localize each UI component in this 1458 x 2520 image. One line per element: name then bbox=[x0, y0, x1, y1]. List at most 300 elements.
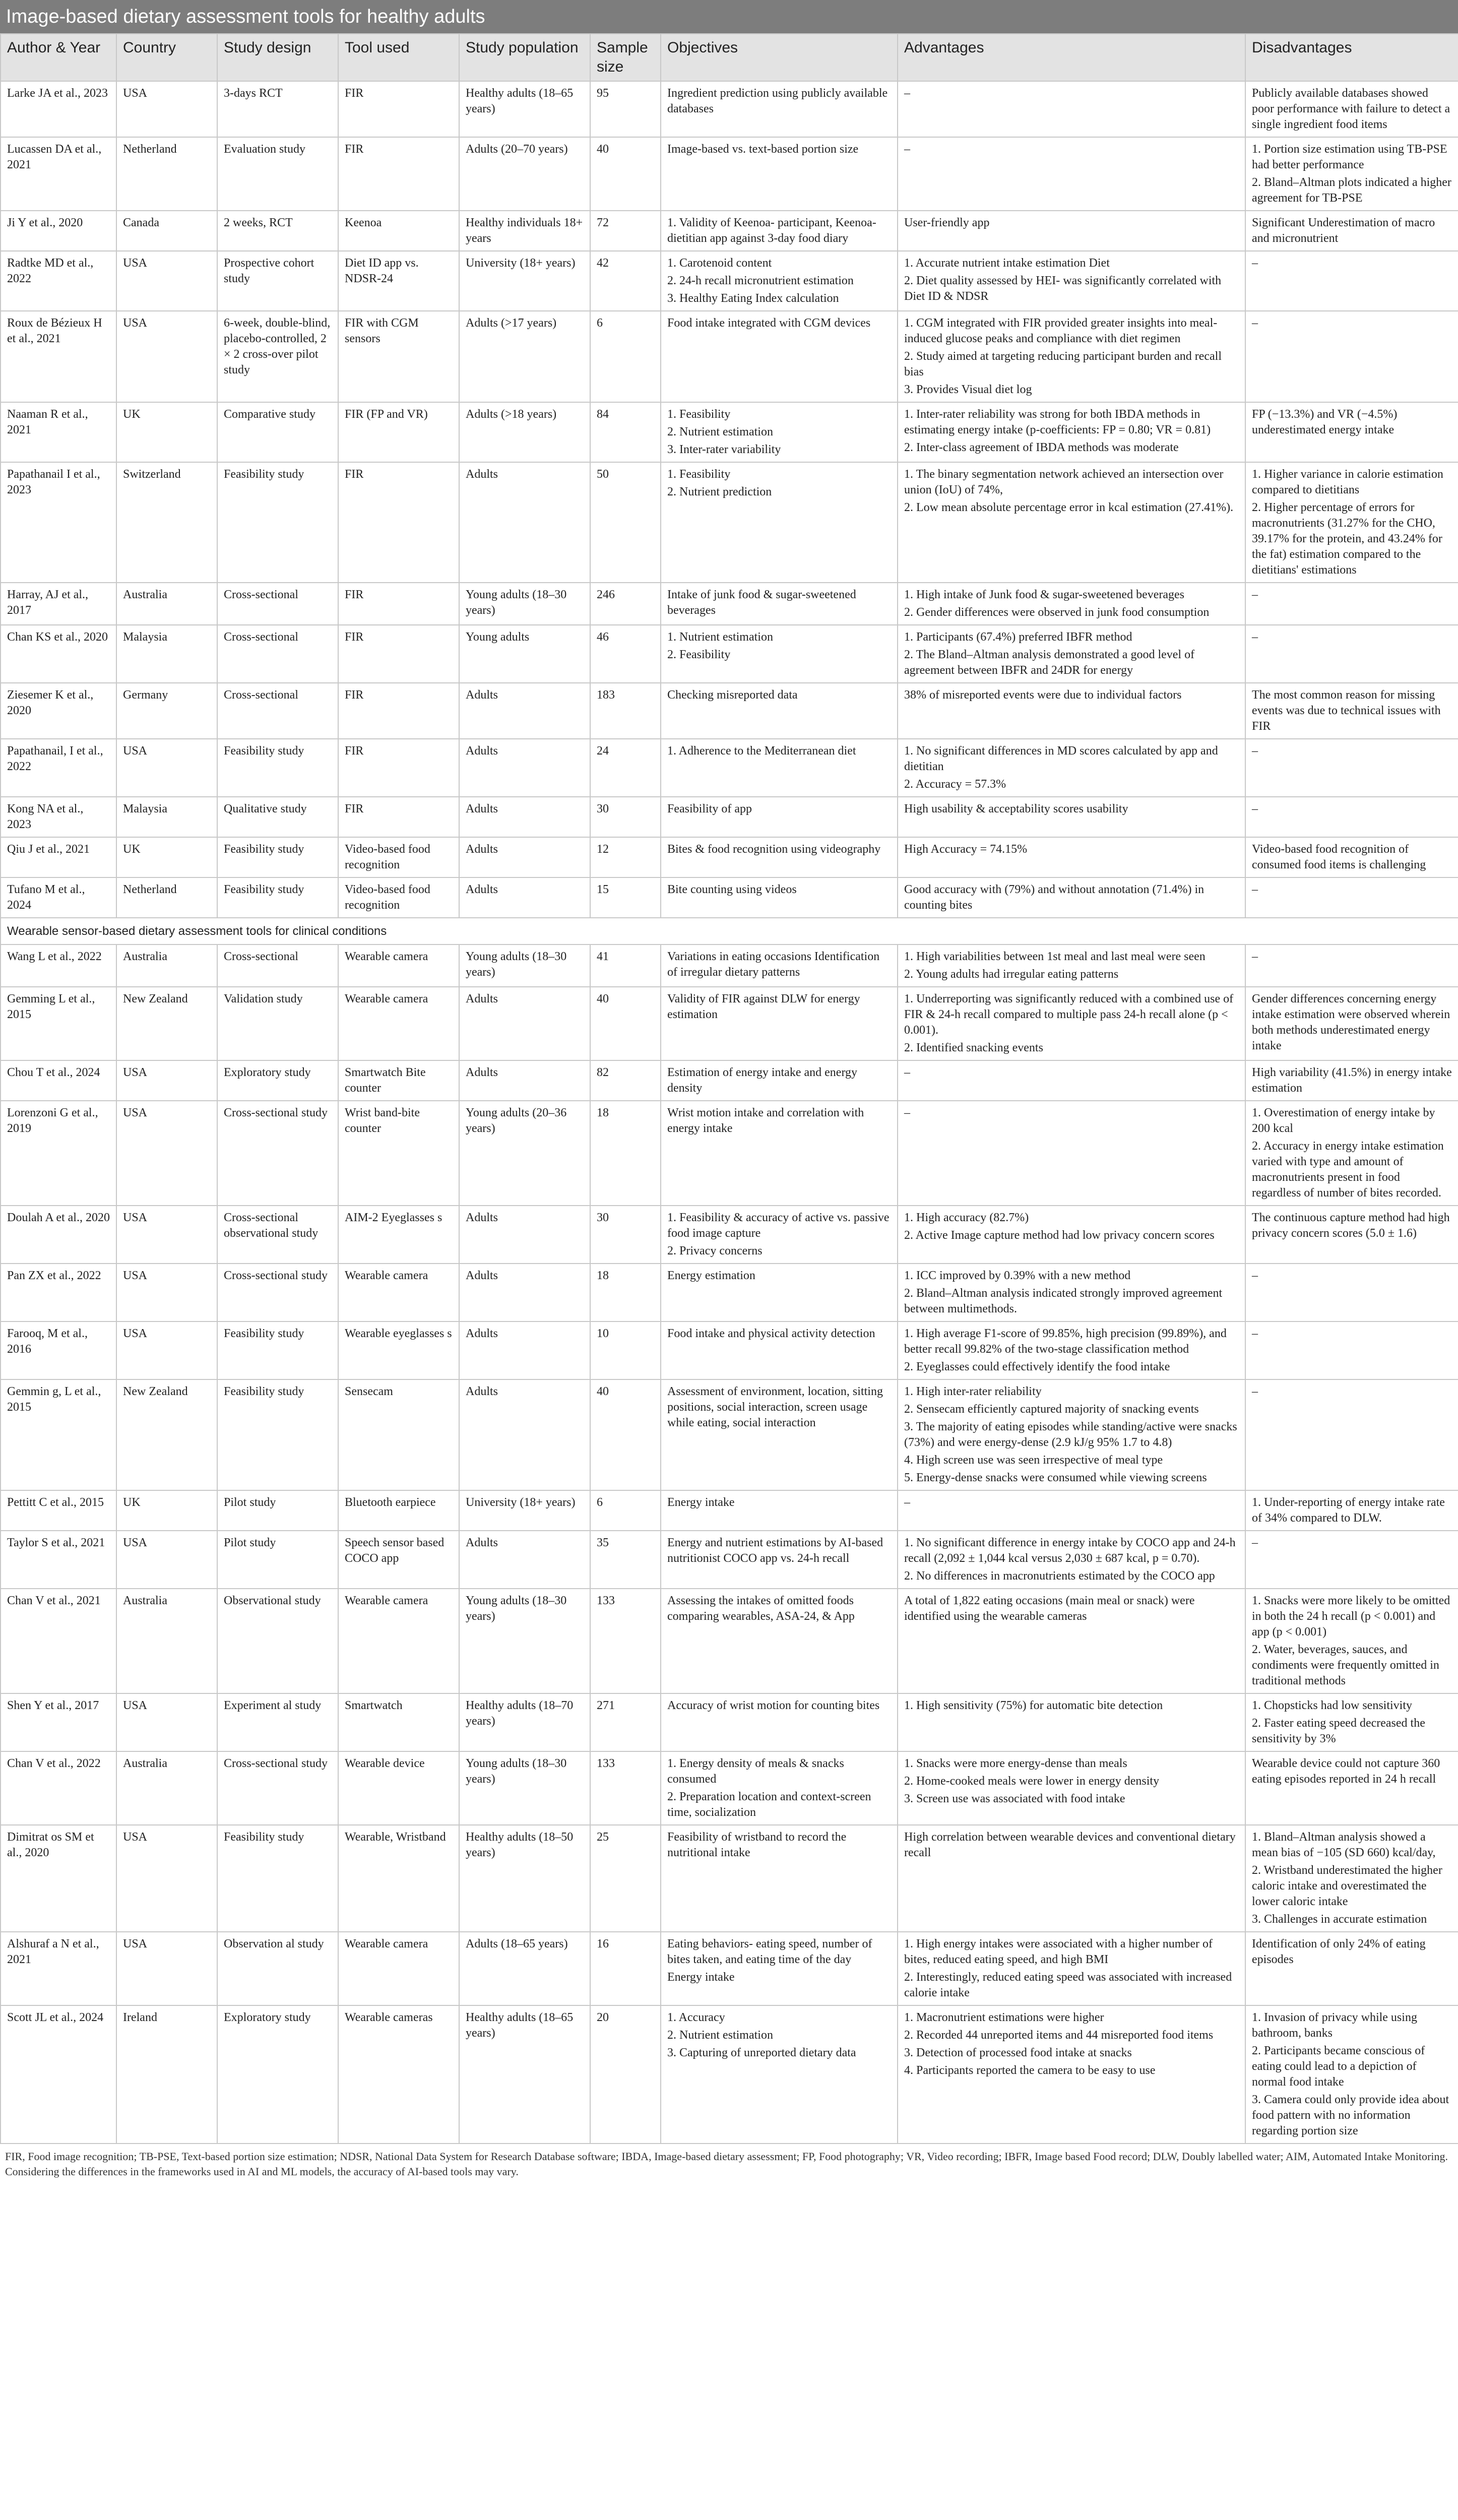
cell-size: 40 bbox=[590, 987, 661, 1060]
cell-tool: FIR bbox=[338, 797, 459, 837]
cell-tool: Smartwatch bbox=[338, 1693, 459, 1751]
cell-advantages bbox=[898, 1060, 1245, 1101]
disadvantages-item: 2. Accuracy in energy intake estimation varied with type and amount of macronutrients present in food regardless of number of bites recorded. bbox=[1252, 1140, 1444, 1200]
advantages-item: – bbox=[904, 1106, 910, 1119]
cell-population: Adults bbox=[459, 877, 590, 918]
cell-author: Radtke MD et al., 2022 bbox=[1, 251, 116, 311]
table-row bbox=[1, 583, 1458, 625]
cell-objectives bbox=[661, 1321, 898, 1379]
cell-advantages bbox=[898, 583, 1245, 625]
table-row bbox=[1, 402, 1458, 462]
cell-disadvantages bbox=[1245, 1932, 1458, 2005]
disadvantages-item: – bbox=[1252, 317, 1258, 330]
cell-size: 42 bbox=[590, 251, 661, 311]
cell-tool: Wearable, Wristband bbox=[338, 1825, 459, 1932]
cell-population: Young adults (18–30 years) bbox=[459, 583, 590, 625]
cell-size: 46 bbox=[590, 625, 661, 683]
cell-disadvantages bbox=[1245, 683, 1458, 739]
disadvantages-item: Publicly available databases showed poor performance with failure to detect a single ingredient food items bbox=[1252, 87, 1450, 131]
cell-tool: Wearable camera bbox=[338, 944, 459, 987]
advantages-item: 2. Young adults had irregular eating patterns bbox=[904, 968, 1119, 981]
cell-disadvantages bbox=[1245, 2005, 1458, 2144]
cell-objectives bbox=[661, 137, 898, 211]
cell-size: 12 bbox=[590, 837, 661, 877]
cell-advantages bbox=[898, 1825, 1245, 1932]
cell-country: USA bbox=[116, 311, 217, 402]
advantages-item: High usability & acceptability scores usability bbox=[904, 802, 1128, 815]
cell-objectives bbox=[661, 797, 898, 837]
advantages-item: 4. Participants reported the camera to be easy to use bbox=[904, 2064, 1156, 2077]
table-row bbox=[1, 2005, 1458, 2144]
cell-design: 3-days RCT bbox=[217, 81, 338, 137]
cell-size: 35 bbox=[590, 1531, 661, 1589]
col-size: Sample size bbox=[590, 34, 661, 81]
cell-population: Adults (>18 years) bbox=[459, 402, 590, 462]
cell-country: USA bbox=[116, 1693, 217, 1751]
cell-author: Gemming L et al., 2015 bbox=[1, 987, 116, 1060]
advantages-item: User-friendly app bbox=[904, 216, 990, 229]
cell-author: Lucassen DA et al., 2021 bbox=[1, 137, 116, 211]
cell-design: Experiment al study bbox=[217, 1693, 338, 1751]
objectives-item: 3. Healthy Eating Index calculation bbox=[667, 292, 839, 305]
cell-country: Australia bbox=[116, 583, 217, 625]
cell-size: 24 bbox=[590, 739, 661, 797]
cell-author: Wang L et al., 2022 bbox=[1, 944, 116, 987]
accuracy-note: Considering the differences in the frameworks used in AI and ML models, the accuracy of AI-based tools may vary. bbox=[5, 2165, 519, 2178]
cell-design: 2 weeks, RCT bbox=[217, 211, 338, 251]
cell-disadvantages bbox=[1245, 1264, 1458, 1321]
disadvantages-item: 1. Under-reporting of energy intake rate of 34% compared to DLW. bbox=[1252, 1496, 1445, 1525]
cell-advantages bbox=[898, 81, 1245, 137]
cell-objectives bbox=[661, 625, 898, 683]
cell-author: Larke JA et al., 2023 bbox=[1, 81, 116, 137]
cell-author: Farooq, M et al., 2016 bbox=[1, 1321, 116, 1379]
cell-design: Feasibility study bbox=[217, 739, 338, 797]
cell-tool: FIR bbox=[338, 462, 459, 583]
advantages-item: 2. Bland–Altman analysis indicated strongly improved agreement between multimethods. bbox=[904, 1287, 1223, 1315]
cell-size: 15 bbox=[590, 877, 661, 918]
table-title: Image-based dietary assessment tools for healthy adults bbox=[0, 0, 1458, 33]
cell-author: Qiu J et al., 2021 bbox=[1, 837, 116, 877]
cell-advantages bbox=[898, 251, 1245, 311]
disadvantages-item: 2. Participants became conscious of eating could lead to a depiction of normal food intake bbox=[1252, 2044, 1425, 2089]
table-row bbox=[1, 462, 1458, 583]
cell-size: 95 bbox=[590, 81, 661, 137]
advantages-item: 2. Interestingly, reduced eating speed was associated with increased calorie intake bbox=[904, 1971, 1232, 1999]
table-row bbox=[1, 1751, 1458, 1825]
advantages-item: 2. Diet quality assessed by HEI- was significantly correlated with Diet ID & NDSR bbox=[904, 274, 1222, 303]
cell-objectives bbox=[661, 1589, 898, 1693]
cell-advantages bbox=[898, 837, 1245, 877]
cell-objectives bbox=[661, 1490, 898, 1531]
cell-size: 30 bbox=[590, 797, 661, 837]
disadvantages-item: The most common reason for missing events was due to technical issues with FIR bbox=[1252, 688, 1441, 733]
disadvantages-item: FP (−13.3%) and VR (−4.5%) underestimated energy intake bbox=[1252, 408, 1398, 436]
table-row bbox=[1, 797, 1458, 837]
objectives-item: Accuracy of wrist motion for counting bites bbox=[667, 1699, 880, 1712]
objectives-item: Energy and nutrient estimations by AI-based nutritionist COCO app vs. 24-h recall bbox=[667, 1536, 883, 1565]
studies-table bbox=[0, 33, 1458, 2144]
cell-population: University (18+ years) bbox=[459, 251, 590, 311]
cell-tool: Wearable camera bbox=[338, 1932, 459, 2005]
cell-disadvantages bbox=[1245, 1693, 1458, 1751]
advantages-item: 1. ICC improved by 0.39% with a new method bbox=[904, 1269, 1131, 1282]
cell-design: 6-week, double-blind, placebo-controlled, 2 × 2 cross-over pilot study bbox=[217, 311, 338, 402]
objectives-item: 1. Feasibility bbox=[667, 408, 731, 421]
col-country: Country bbox=[116, 34, 217, 81]
cell-country: USA bbox=[116, 1101, 217, 1206]
objectives-item: 2. Nutrient estimation bbox=[667, 425, 773, 438]
cell-design: Cross-sectional bbox=[217, 683, 338, 739]
cell-advantages bbox=[898, 1206, 1245, 1264]
cell-design: Cross-sectional bbox=[217, 944, 338, 987]
table-row bbox=[1, 837, 1458, 877]
disadvantages-item: Video-based food recognition of consumed food items is challenging bbox=[1252, 843, 1426, 871]
cell-author: Roux de Bézieux H et al., 2021 bbox=[1, 311, 116, 402]
cell-country: New Zealand bbox=[116, 1379, 217, 1490]
cell-country: Netherland bbox=[116, 137, 217, 211]
advantages-item: 2. Eyeglasses could effectively identify the food intake bbox=[904, 1360, 1170, 1373]
cell-population: Adults (18–65 years) bbox=[459, 1932, 590, 2005]
cell-disadvantages bbox=[1245, 1825, 1458, 1932]
advantages-item: 3. Detection of processed food intake at snacks bbox=[904, 2046, 1132, 2059]
cell-population: Adults bbox=[459, 1531, 590, 1589]
objectives-item: Energy estimation bbox=[667, 1269, 755, 1282]
cell-author: Taylor S et al., 2021 bbox=[1, 1531, 116, 1589]
cell-disadvantages bbox=[1245, 877, 1458, 918]
objectives-item: Food intake integrated with CGM devices bbox=[667, 317, 871, 330]
objectives-item: 2. Nutrient prediction bbox=[667, 485, 772, 498]
cell-tool: Keenoa bbox=[338, 211, 459, 251]
objectives-item: Food intake and physical activity detection bbox=[667, 1327, 875, 1340]
cell-country: Switzerland bbox=[116, 462, 217, 583]
objectives-item: Estimation of energy intake and energy density bbox=[667, 1066, 858, 1095]
cell-author: Tufano M et al., 2024 bbox=[1, 877, 116, 918]
section-heading: Wearable sensor-based dietary assessment tools for clinical conditions bbox=[1, 918, 1458, 944]
cell-country: USA bbox=[116, 1531, 217, 1589]
cell-size: 246 bbox=[590, 583, 661, 625]
cell-advantages bbox=[898, 1589, 1245, 1693]
cell-population: Healthy adults (18–65 years) bbox=[459, 81, 590, 137]
cell-disadvantages bbox=[1245, 797, 1458, 837]
cell-size: 30 bbox=[590, 1206, 661, 1264]
disadvantages-item: – bbox=[1252, 883, 1258, 896]
objectives-item: Checking misreported data bbox=[667, 688, 798, 702]
advantages-item: A total of 1,822 eating occasions (main meal or snack) were identified using the wearable cameras bbox=[904, 1594, 1195, 1623]
cell-tool: Speech sensor based COCO app bbox=[338, 1531, 459, 1589]
cell-tool: Wearable camera bbox=[338, 987, 459, 1060]
cell-advantages bbox=[898, 462, 1245, 583]
cell-size: 50 bbox=[590, 462, 661, 583]
cell-country: USA bbox=[116, 1264, 217, 1321]
cell-objectives bbox=[661, 1379, 898, 1490]
cell-objectives bbox=[661, 739, 898, 797]
objectives-item: Bite counting using videos bbox=[667, 883, 797, 896]
advantages-item: 1. High average F1-score of 99.85%, high precision (99.89%), and better recall 99.82% of the two-stage classification method bbox=[904, 1327, 1227, 1356]
cell-population: Young adults (20–36 years) bbox=[459, 1101, 590, 1206]
advantages-item: 1. Snacks were more energy-dense than meals bbox=[904, 1757, 1127, 1770]
cell-population: Adults (20–70 years) bbox=[459, 137, 590, 211]
cell-tool: Wearable camera bbox=[338, 1589, 459, 1693]
cell-country: USA bbox=[116, 81, 217, 137]
cell-population: Healthy adults (18–70 years) bbox=[459, 1693, 590, 1751]
objectives-item: Assessment of environment, location, sitting positions, social interaction, screen usage while eating, social interaction bbox=[667, 1385, 883, 1429]
cell-country: New Zealand bbox=[116, 987, 217, 1060]
section-heading-row bbox=[1, 918, 1458, 944]
cell-author: Chan V et al., 2021 bbox=[1, 1589, 116, 1693]
cell-disadvantages bbox=[1245, 311, 1458, 402]
abbreviations-note: FIR, Food image recognition; TB-PSE, Text-based portion size estimation; NDSR, National Data System for Research Database software; IBDA, Image-based dietary assessment; FP, Food photography; VR, Video recording; IBFR, Image based Food record; DLW, Doubly labelled water; AIM, Automated Intake Monitoring. bbox=[5, 2150, 1448, 2163]
cell-author: Pettitt C et al., 2015 bbox=[1, 1490, 116, 1531]
cell-objectives bbox=[661, 683, 898, 739]
table-row bbox=[1, 739, 1458, 797]
cell-advantages bbox=[898, 2005, 1245, 2144]
advantages-item: 2. Sensecam efficiently captured majority of snacking events bbox=[904, 1403, 1199, 1416]
advantages-item: 1. High sensitivity (75%) for automatic bite detection bbox=[904, 1699, 1163, 1712]
cell-author: Doulah A et al., 2020 bbox=[1, 1206, 116, 1264]
cell-design: Exploratory study bbox=[217, 2005, 338, 2144]
cell-tool: Wearable camera bbox=[338, 1264, 459, 1321]
cell-size: 72 bbox=[590, 211, 661, 251]
cell-size: 271 bbox=[590, 1693, 661, 1751]
cell-objectives bbox=[661, 1531, 898, 1589]
cell-author: Pan ZX et al., 2022 bbox=[1, 1264, 116, 1321]
cell-objectives bbox=[661, 311, 898, 402]
advantages-item: 3. Provides Visual diet log bbox=[904, 383, 1032, 396]
cell-design: Observation al study bbox=[217, 1932, 338, 2005]
cell-tool: FIR bbox=[338, 583, 459, 625]
objectives-item: 1. Feasibility & accuracy of active vs. passive food image capture bbox=[667, 1211, 890, 1240]
cell-country: Ireland bbox=[116, 2005, 217, 2144]
disadvantages-item: 3. Camera could only provide idea about food pattern with no information regarding portion size bbox=[1252, 2093, 1449, 2137]
objectives-item: Intake of junk food & sugar-sweetened beverages bbox=[667, 588, 856, 617]
col-disadvantages: Disadvantages bbox=[1245, 34, 1458, 81]
cell-design: Exploratory study bbox=[217, 1060, 338, 1101]
advantages-item: 2. Gender differences were observed in junk food consumption bbox=[904, 606, 1210, 619]
disadvantages-item: 2. Wristband underestimated the higher caloric intake and overestimated the lower caloric intake bbox=[1252, 1864, 1442, 1908]
advantages-item: 1. Inter-rater reliability was strong for both IBDA methods in estimating energy intake (p-coefficients: FP = 0.80; VR = 0.81) bbox=[904, 408, 1211, 436]
advantages-item: 1. High inter-rater reliability bbox=[904, 1385, 1042, 1398]
cell-size: 133 bbox=[590, 1589, 661, 1693]
cell-population: Adults bbox=[459, 837, 590, 877]
cell-tool: AIM-2 Eyeglasses s bbox=[338, 1206, 459, 1264]
table-row bbox=[1, 1060, 1458, 1101]
cell-size: 6 bbox=[590, 311, 661, 402]
cell-advantages bbox=[898, 944, 1245, 987]
disadvantages-item: 1. Invasion of privacy while using bathroom, banks bbox=[1252, 2011, 1417, 2040]
objectives-item: Bites & food recognition using videography bbox=[667, 843, 881, 856]
table-row bbox=[1, 625, 1458, 683]
cell-population: Adults bbox=[459, 1379, 590, 1490]
col-objectives: Objectives bbox=[661, 34, 898, 81]
objectives-item: Energy intake bbox=[667, 1971, 735, 1984]
cell-tool: Wrist band-bite counter bbox=[338, 1101, 459, 1206]
cell-country: USA bbox=[116, 1932, 217, 2005]
cell-design: Evaluation study bbox=[217, 137, 338, 211]
cell-advantages bbox=[898, 1531, 1245, 1589]
cell-population: Adults bbox=[459, 462, 590, 583]
cell-objectives bbox=[661, 1206, 898, 1264]
table-row bbox=[1, 683, 1458, 739]
objectives-item: Energy intake bbox=[667, 1496, 735, 1509]
cell-author: Chan V et al., 2022 bbox=[1, 1751, 116, 1825]
advantages-item: High Accuracy = 74.15% bbox=[904, 843, 1028, 856]
cell-design: Feasibility study bbox=[217, 462, 338, 583]
table-row bbox=[1, 1531, 1458, 1589]
cell-country: Malaysia bbox=[116, 625, 217, 683]
cell-objectives bbox=[661, 1264, 898, 1321]
objectives-item: Validity of FIR against DLW for energy estimation bbox=[667, 992, 860, 1021]
cell-size: 16 bbox=[590, 1932, 661, 2005]
advantages-item: 2. Study aimed at targeting reducing participant burden and recall bias bbox=[904, 350, 1222, 379]
table-body bbox=[1, 81, 1458, 2144]
cell-disadvantages bbox=[1245, 1589, 1458, 1693]
cell-author: Gemmin g, L et al., 2015 bbox=[1, 1379, 116, 1490]
cell-advantages bbox=[898, 1101, 1245, 1206]
advantages-item: – bbox=[904, 87, 910, 100]
cell-design: Feasibility study bbox=[217, 1321, 338, 1379]
table-row bbox=[1, 81, 1458, 137]
cell-tool: Diet ID app vs. NDSR-24 bbox=[338, 251, 459, 311]
cell-author: Papathanail I et al., 2023 bbox=[1, 462, 116, 583]
advantages-item: 2. No differences in macronutrients estimated by the COCO app bbox=[904, 1569, 1215, 1583]
cell-objectives bbox=[661, 81, 898, 137]
disadvantages-item: Significant Underestimation of macro and micronutrient bbox=[1252, 216, 1435, 245]
cell-disadvantages bbox=[1245, 1751, 1458, 1825]
advantages-item: – bbox=[904, 1496, 910, 1509]
cell-population: Adults (>17 years) bbox=[459, 311, 590, 402]
cell-country: USA bbox=[116, 1060, 217, 1101]
cell-design: Feasibility study bbox=[217, 1825, 338, 1932]
advantages-item: 1. High energy intakes were associated with a higher number of bites, reduced eating speed, and high BMI bbox=[904, 1937, 1213, 1966]
header-row bbox=[1, 34, 1458, 81]
cell-tool: FIR with CGM sensors bbox=[338, 311, 459, 402]
cell-population: Young adults bbox=[459, 625, 590, 683]
advantages-item: 1. High intake of Junk food & sugar-sweetened beverages bbox=[904, 588, 1185, 601]
disadvantages-item: – bbox=[1252, 1385, 1258, 1398]
cell-author: Ziesemer K et al., 2020 bbox=[1, 683, 116, 739]
cell-size: 133 bbox=[590, 1751, 661, 1825]
table-row bbox=[1, 944, 1458, 987]
disadvantages-item: 1. Chopsticks had low sensitivity bbox=[1252, 1699, 1412, 1712]
cell-country: UK bbox=[116, 402, 217, 462]
cell-disadvantages bbox=[1245, 987, 1458, 1060]
cell-tool: Sensecam bbox=[338, 1379, 459, 1490]
objectives-item: 3. Inter-rater variability bbox=[667, 443, 781, 456]
advantages-item: 1. CGM integrated with FIR provided greater insights into meal-induced glucose peaks and compliance with diet regimen bbox=[904, 317, 1218, 345]
cell-advantages bbox=[898, 739, 1245, 797]
cell-country: USA bbox=[116, 251, 217, 311]
cell-population: Adults bbox=[459, 1321, 590, 1379]
cell-country: Canada bbox=[116, 211, 217, 251]
cell-disadvantages bbox=[1245, 739, 1458, 797]
cell-design: Pilot study bbox=[217, 1490, 338, 1531]
cell-design: Cross-sectional study bbox=[217, 1751, 338, 1825]
cell-disadvantages bbox=[1245, 837, 1458, 877]
table-row bbox=[1, 251, 1458, 311]
col-population: Study population bbox=[459, 34, 590, 81]
advantages-item: 3. Screen use was associated with food intake bbox=[904, 1792, 1125, 1805]
cell-tool: Wearable eyeglasses s bbox=[338, 1321, 459, 1379]
cell-country: Australia bbox=[116, 1589, 217, 1693]
disadvantages-item: – bbox=[1252, 802, 1258, 815]
cell-population: Adults bbox=[459, 1060, 590, 1101]
table-row bbox=[1, 211, 1458, 251]
cell-country: Australia bbox=[116, 1751, 217, 1825]
advantages-item: 2. Accuracy = 57.3% bbox=[904, 778, 1006, 791]
cell-country: USA bbox=[116, 1825, 217, 1932]
cell-country: Germany bbox=[116, 683, 217, 739]
objectives-item: Assessing the intakes of omitted foods comparing wearables, ASA-24, & App bbox=[667, 1594, 855, 1623]
cell-author: Naaman R et al., 2021 bbox=[1, 402, 116, 462]
advantages-item: 2. Inter-class agreement of IBDA methods was moderate bbox=[904, 441, 1179, 454]
objectives-item: Image-based vs. text-based portion size bbox=[667, 143, 859, 156]
cell-size: 10 bbox=[590, 1321, 661, 1379]
cell-design: Observational study bbox=[217, 1589, 338, 1693]
table-row bbox=[1, 1206, 1458, 1264]
disadvantages-item: 3. Challenges in accurate estimation bbox=[1252, 1913, 1427, 1926]
cell-tool: Smartwatch Bite counter bbox=[338, 1060, 459, 1101]
cell-author: Ji Y et al., 2020 bbox=[1, 211, 116, 251]
cell-author: Chan KS et al., 2020 bbox=[1, 625, 116, 683]
cell-size: 18 bbox=[590, 1101, 661, 1206]
cell-author: Chou T et al., 2024 bbox=[1, 1060, 116, 1101]
disadvantages-item: 2. Higher percentage of errors for macronutrients (31.27% for the CHO, 39.17% for the protein, and 43.24% for the fat) estimation compared to the dietitians' estimations bbox=[1252, 501, 1442, 577]
table-row bbox=[1, 877, 1458, 918]
cell-tool: Wearable cameras bbox=[338, 2005, 459, 2144]
table-row bbox=[1, 1321, 1458, 1379]
col-tool: Tool used bbox=[338, 34, 459, 81]
cell-tool: Bluetooth earpiece bbox=[338, 1490, 459, 1531]
objectives-item: 1. Accuracy bbox=[667, 2011, 725, 2024]
table-row bbox=[1, 1693, 1458, 1751]
advantages-item: 1. High variabilities between 1st meal and last meal were seen bbox=[904, 950, 1206, 963]
cell-advantages bbox=[898, 311, 1245, 402]
cell-author: Alshuraf a N et al., 2021 bbox=[1, 1932, 116, 2005]
advantages-item: High correlation between wearable devices and conventional dietary recall bbox=[904, 1831, 1236, 1859]
cell-population: Adults bbox=[459, 797, 590, 837]
advantages-item: 1. Macronutrient estimations were higher bbox=[904, 2011, 1104, 2024]
table-row bbox=[1, 1379, 1458, 1490]
cell-disadvantages bbox=[1245, 402, 1458, 462]
advantages-item: 1. No significant differences in MD scores calculated by app and dietitian bbox=[904, 744, 1218, 773]
cell-advantages bbox=[898, 1379, 1245, 1490]
disadvantages-item: – bbox=[1252, 950, 1258, 963]
advantages-item: 2. The Bland–Altman analysis demonstrated a good level of agreement between IBFR and 24DR for energy bbox=[904, 648, 1195, 677]
objectives-item: 3. Capturing of unreported dietary data bbox=[667, 2046, 856, 2059]
objectives-item: 1. Feasibility bbox=[667, 468, 731, 481]
cell-author: Lorenzoni G et al., 2019 bbox=[1, 1101, 116, 1206]
cell-objectives bbox=[661, 1825, 898, 1932]
table-row bbox=[1, 1101, 1458, 1206]
cell-design: Qualitative study bbox=[217, 797, 338, 837]
cell-objectives bbox=[661, 1751, 898, 1825]
cell-tool: Wearable device bbox=[338, 1751, 459, 1825]
cell-population: Adults bbox=[459, 987, 590, 1060]
table-row bbox=[1, 1490, 1458, 1531]
disadvantages-item: 1. Snacks were more likely to be omitted in both the 24 h recall (p < 0.001) and app (p < 0.001) bbox=[1252, 1594, 1450, 1639]
advantages-item: 1. Accurate nutrient intake estimation Diet bbox=[904, 257, 1110, 270]
cell-design: Cross-sectional study bbox=[217, 1101, 338, 1206]
disadvantages-item: – bbox=[1252, 257, 1258, 270]
cell-author: Shen Y et al., 2017 bbox=[1, 1693, 116, 1751]
cell-design: Feasibility study bbox=[217, 1379, 338, 1490]
col-author: Author & Year bbox=[1, 34, 116, 81]
objectives-item: 1. Validity of Keenoa- participant, Keenoa- dietitian app against 3-day food diary bbox=[667, 216, 876, 245]
cell-objectives bbox=[661, 944, 898, 987]
cell-objectives bbox=[661, 1932, 898, 2005]
advantages-item: 5. Energy-dense snacks were consumed while viewing screens bbox=[904, 1471, 1207, 1484]
